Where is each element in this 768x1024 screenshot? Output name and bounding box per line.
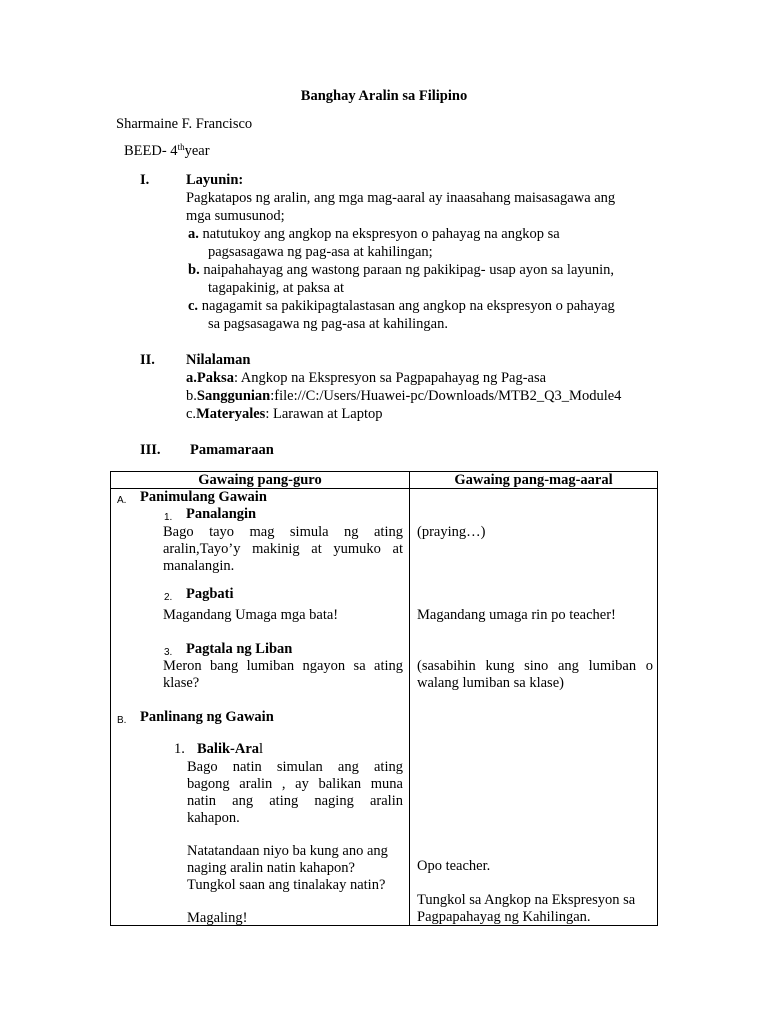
panalangin-teacher-text: Bago tayo mag simula ng ating aralin,Tayo’y makinig at yumuko at manalangin.: [163, 524, 403, 574]
section-heading-pamamaraan: Pamamaraan: [190, 442, 274, 458]
pagbati-student-text: Magandang umaga rin po teacher!: [417, 607, 616, 623]
balik-aral-question-1: Natatandaan niyo ba kung ano ang: [187, 843, 388, 859]
pagtala-teacher-text: Meron bang lumiban ngayon sa ating klase?: [163, 658, 403, 691]
objective-b-cont: tagapakinig, at paksa at: [208, 280, 345, 296]
objective-b: b. naipahahayag ang wastong paraan ng pakikipag- usap ayon sa layunin,: [188, 262, 615, 278]
panalangin-number: 1.: [164, 512, 173, 523]
section-heading-layunin: Layunin:: [186, 172, 244, 188]
balik-aral-student-answer-2: Tungkol sa Angkop na Ekspresyon sa: [417, 892, 636, 908]
author-name: Sharmaine F. Francisco: [116, 116, 253, 132]
balik-aral-question-3: Tungkol saan ang tinalakay natin?: [187, 877, 386, 893]
pagbati-teacher-text: Magandang Umaga mga bata!: [163, 607, 339, 623]
balik-aral-teacher-text: Bago natin simulan ang ating bagong aralin , ay balikan muna natin ang ating naging aralin kahapon.: [187, 759, 403, 826]
part-a-letter: A.: [117, 495, 127, 506]
paksa-line: a.Paksa: Angkop na Ekspresyon sa Pagpapahayag ng Pag-asa: [186, 370, 547, 386]
layunin-intro: Pagkatapos ng aralin, ang mga mag-aaral ay inaasahang maisasagawa ang: [186, 190, 616, 206]
panalangin-title: Panalangin: [186, 506, 257, 522]
section-numeral-ii: II.: [140, 352, 155, 368]
balik-aral-title: Balik-Aral: [197, 741, 264, 757]
balik-aral-number: 1.: [174, 741, 185, 757]
lesson-procedure-table: [110, 471, 658, 926]
part-b-letter: B.: [117, 715, 127, 726]
pagbati-number: 2.: [164, 592, 173, 603]
course-year: BEED- 4thyear: [124, 142, 210, 159]
materyales-line: c.Materyales: Larawan at Laptop: [186, 406, 383, 422]
pagtala-student-text: (sasabihin kung sino ang lumiban o walang lumiban sa klase): [417, 658, 653, 691]
balik-aral-praise: Magaling!: [187, 910, 248, 926]
pagtala-title: Pagtala ng Liban: [186, 641, 293, 657]
balik-aral-student-answer-2-cont: Pagpapahayag ng Kahilingan.: [417, 909, 591, 925]
sanggunian-line: b.Sanggunian:file://C:/Users/Huawei-pc/Downloads/MTB2_Q3_Module4: [186, 388, 622, 404]
part-b-title: Panlinang ng Gawain: [140, 709, 274, 725]
objective-a: a. natutukoy ang angkop na ekspresyon o pahayag na angkop sa: [188, 226, 560, 242]
balik-aral-student-answer-1: Opo teacher.: [417, 858, 491, 874]
balik-aral-question-2: naging aralin natin kahapon?: [187, 860, 355, 876]
part-a-title: Panimulang Gawain: [140, 489, 267, 505]
table-header-student: Gawaing pang-mag-aaral: [454, 472, 613, 488]
section-numeral-i: I.: [140, 172, 150, 188]
layunin-intro-cont: mga sumusunod;: [186, 208, 285, 224]
table-header-teacher: Gawaing pang-guro: [198, 472, 322, 488]
panalangin-student-text: (praying…): [417, 524, 486, 540]
objective-c-cont: sa pagsasagawa ng pag-asa at kahilingan.: [208, 316, 448, 332]
objective-a-cont: pagsasagawa ng pag-asa at kahilingan;: [208, 244, 433, 260]
pagtala-number: 3.: [164, 647, 173, 658]
objective-c: c. nagagamit sa pakikipagtalastasan ang angkop na ekspresyon o pahayag: [188, 298, 615, 314]
section-numeral-iii: III.: [140, 442, 161, 458]
pagbati-title: Pagbati: [186, 586, 234, 602]
section-heading-nilalaman: Nilalaman: [186, 352, 251, 368]
document-title: Banghay Aralin sa Filipino: [300, 88, 468, 104]
table-column-divider: [409, 472, 410, 925]
